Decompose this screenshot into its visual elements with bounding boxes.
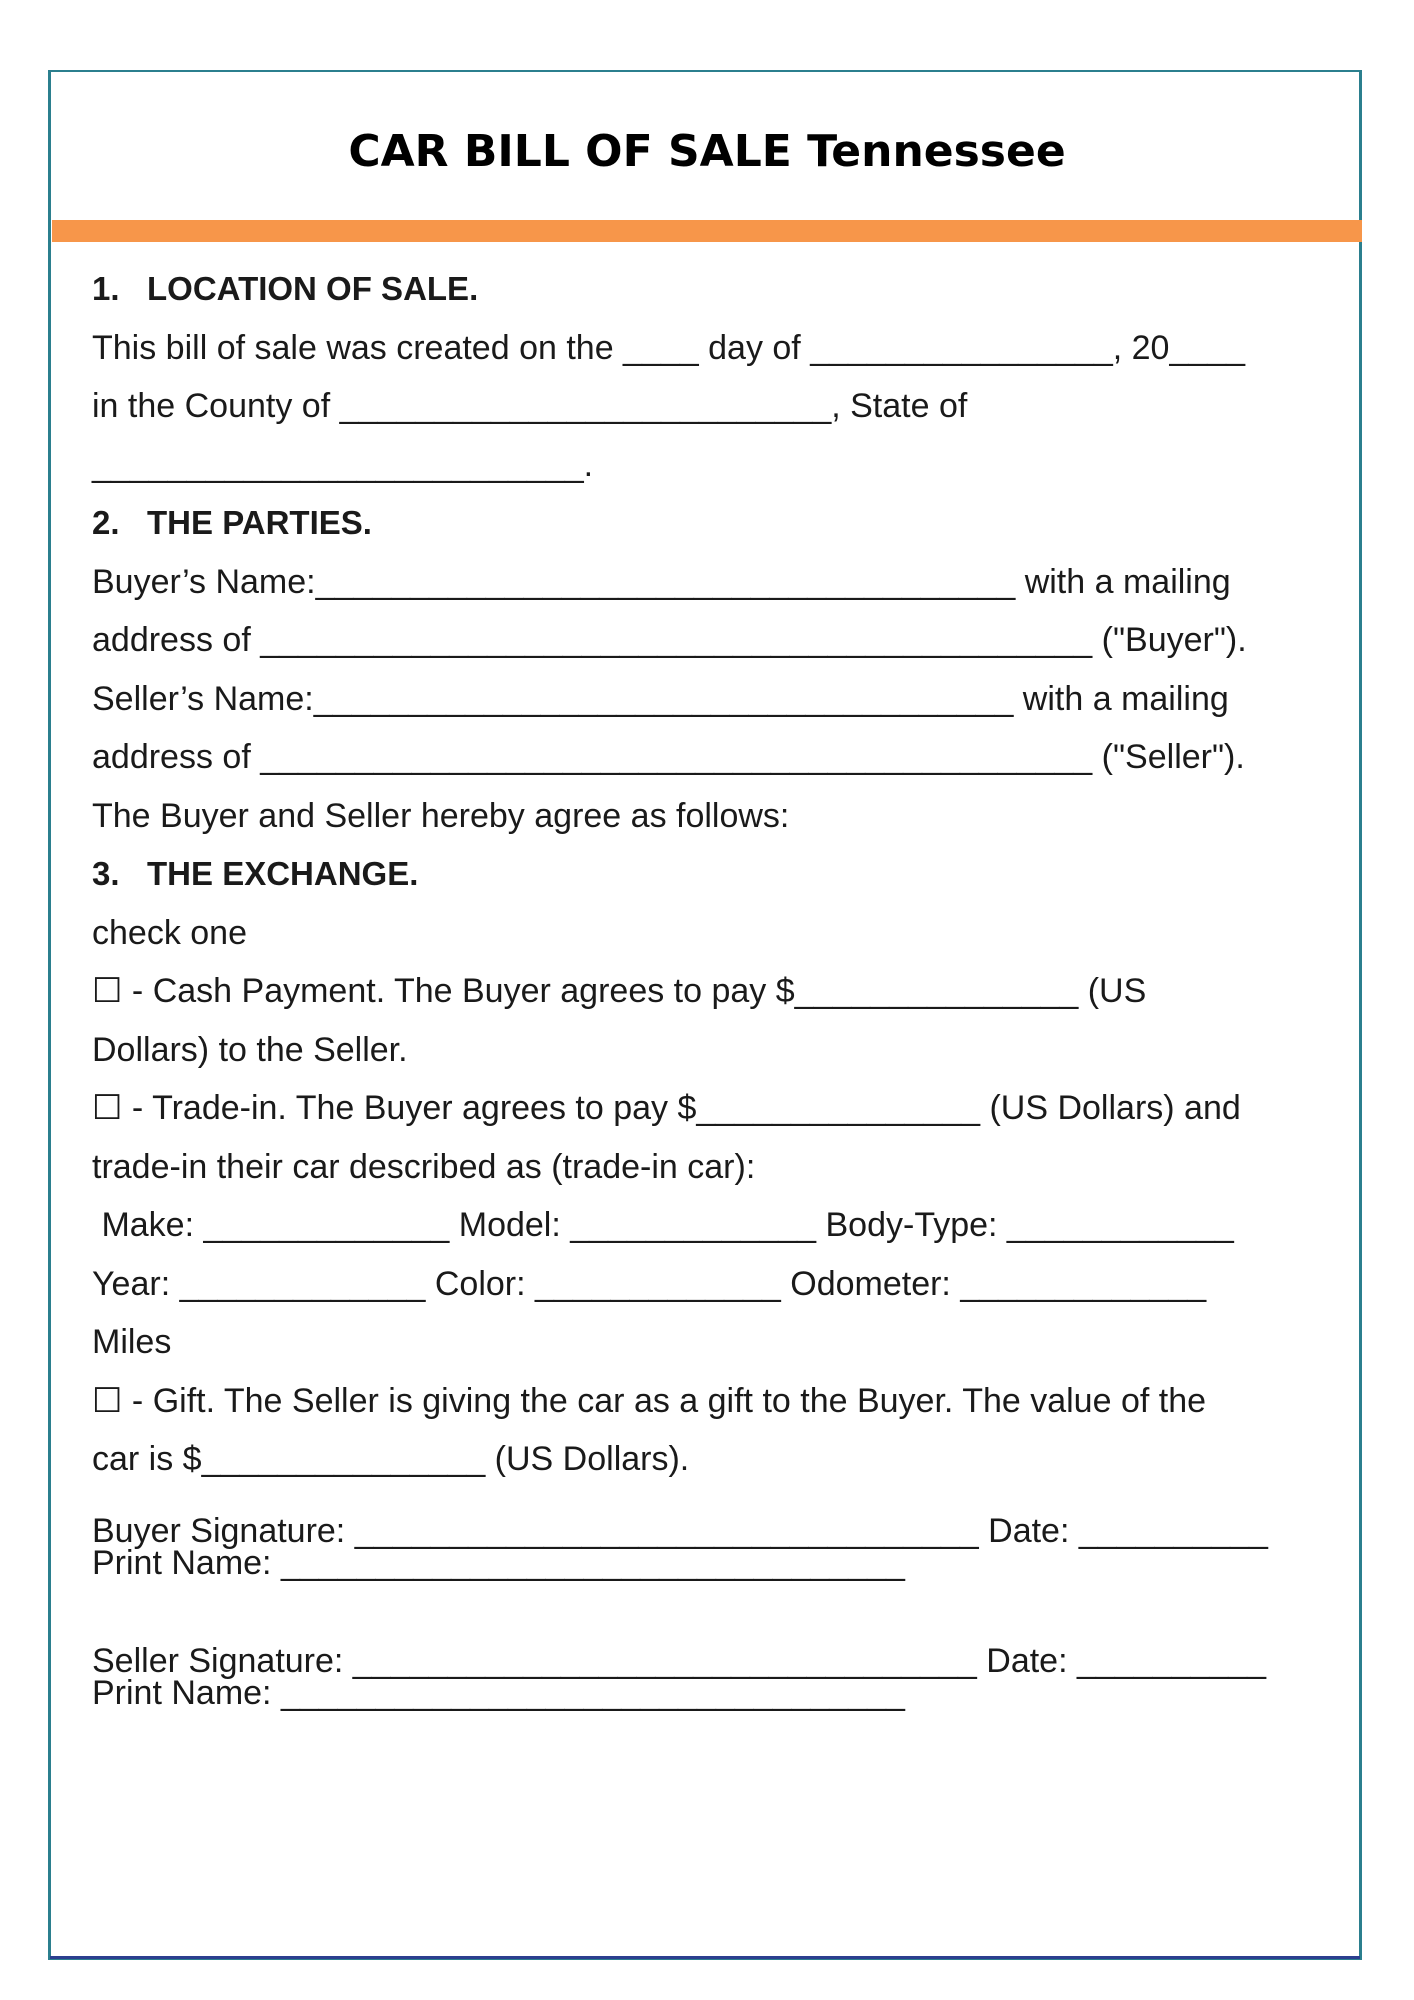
section-heading: 3. THE EXCHANGE.	[92, 855, 419, 892]
seller-signature-field[interactable]: Seller Signature: _________________________________ Date: __________	[92, 1641, 1267, 1680]
trade-in-year-color-fields[interactable]: Year: _____________ Color: _____________ Odometer: _____________	[92, 1264, 1207, 1303]
county-line[interactable]: in the County of __________________________, State of	[92, 387, 968, 425]
document-title: CAR BILL OF SALE Tennessee	[348, 126, 1066, 177]
section-the-parties	[92, 494, 1342, 845]
cash-payment-continued: Dollars) to the Seller.	[92, 1030, 408, 1069]
buyer-print-name-field[interactable]: Print Name: _________________________________	[92, 1543, 905, 1582]
seller-address-field[interactable]: address of ____________________________________________ ("Seller").	[92, 738, 1245, 776]
agreement-statement: The Buyer and Seller hereby agree as follows:	[92, 796, 790, 835]
section-heading: 1. LOCATION OF SALE.	[92, 270, 479, 307]
gift-option[interactable]: ☐ - Gift. The Seller is giving the car as a gift to the Buyer. The value of the	[92, 1381, 1207, 1420]
seller-print-name-field[interactable]: Print Name: _________________________________	[92, 1673, 905, 1712]
section-heading: 2. THE PARTIES.	[92, 504, 372, 541]
buyer-name-field[interactable]: Buyer’s Name:_____________________________________ with a mailing	[92, 562, 1231, 601]
cash-payment-option[interactable]: ☐ - Cash Payment. The Buyer agrees to pay $_______________ (US	[92, 972, 1147, 1010]
buyer-address-field[interactable]: address of ____________________________________________ ("Buyer").	[92, 621, 1247, 659]
check-one-instruction: check one	[92, 913, 247, 952]
trade-in-continued: trade-in their car described as (trade-in car):	[92, 1147, 756, 1186]
seller-name-field[interactable]: Seller’s Name:_____________________________________ with a mailing	[92, 679, 1229, 718]
sale-date-line[interactable]: This bill of sale was created on the ____ day of ________________, 20____	[92, 328, 1246, 367]
signature-block	[92, 1511, 1342, 1712]
bottom-rule	[50, 1956, 1360, 1959]
document-body	[92, 260, 1342, 1712]
accent-band	[52, 220, 1362, 242]
trade-in-make-model-fields[interactable]: Make: _____________ Model: _____________ Body-Type: ____________	[92, 1206, 1234, 1244]
trade-in-option[interactable]: ☐ - Trade-in. The Buyer agrees to pay $_______________ (US Dollars) and	[92, 1089, 1241, 1127]
gift-value-field[interactable]: car is $_______________ (US Dollars).	[92, 1440, 690, 1478]
section-the-exchange	[92, 845, 1342, 1489]
buyer-signature-field[interactable]: Buyer Signature: _________________________________ Date: __________	[92, 1511, 1268, 1550]
state-line[interactable]: __________________________.	[92, 445, 594, 484]
odometer-unit: Miles	[92, 1323, 172, 1361]
section-location-of-sale	[92, 260, 1342, 494]
